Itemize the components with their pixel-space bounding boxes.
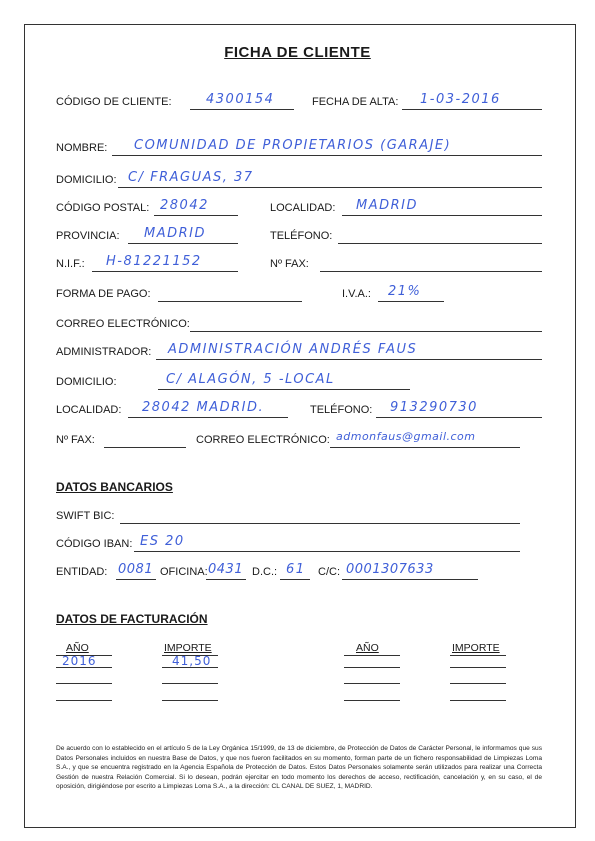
row-nombre bbox=[56, 138, 546, 160]
codigo-field[interactable] bbox=[190, 109, 294, 110]
row-iban bbox=[56, 534, 546, 556]
fecha-label: FECHA DE ALTA: bbox=[312, 96, 399, 108]
ano-1-row1-line[interactable] bbox=[56, 667, 112, 668]
swift-field[interactable] bbox=[120, 523, 520, 524]
importe-1-row2-line[interactable] bbox=[162, 683, 218, 684]
col-ano-2: AÑO bbox=[356, 642, 379, 654]
ano-1-row2-line[interactable] bbox=[56, 683, 112, 684]
row-admin-domicilio bbox=[56, 372, 546, 394]
correo-label: CORREO ELECTRÓNICO: bbox=[56, 318, 190, 330]
row-administrador bbox=[56, 342, 546, 364]
nombre-field[interactable] bbox=[112, 155, 542, 156]
admin-fax-label: Nº FAX: bbox=[56, 434, 95, 446]
datos-bancarios-heading: DATOS BANCARIOS bbox=[56, 480, 173, 494]
administrador-field[interactable] bbox=[156, 359, 542, 360]
oficina-field[interactable] bbox=[206, 579, 246, 580]
ano-2-header-line bbox=[344, 655, 400, 656]
entidad-label: ENTIDAD: bbox=[56, 566, 108, 578]
swift-label: SWIFT BIC: bbox=[56, 510, 115, 522]
iban-label: CÓDIGO IBAN: bbox=[56, 538, 133, 550]
legal-notice: De acuerdo con lo establecido en el artículo 5 de la Ley Orgánica 15/1999, de 13 de diciembre, de Protección de Datos de Carácter Personal, le informamos que sus Datos Personales incluidos en nuestra Base de Datos, y que nos fueron facilitados en su momento, forman parte de un fichero responsabilidad de Limpiezas Loma S.A., y que se encuentra registrado en la Agencia Española de Protección de Datos. Estos Datos Personales solamente serán utilizados para realizar una Correcta Gestión de nuestra Relación Comercial. Si lo desean, podrán ejercitar en todo momento los derechos de acceso, rectificación, cancelación y, en su caso, el de oposición, dirigiéndose por escrito a Limpiezas Loma S.A., a la dirección: CL CANAL DE SUEZ, 1, MADRID. bbox=[56, 745, 542, 791]
admin-telefono-value: 913290730 bbox=[390, 400, 478, 415]
dc-value: 61 bbox=[286, 562, 306, 577]
nombre-value: COMUNIDAD DE PROPIETARIOS (GARAJE) bbox=[134, 138, 452, 153]
cp-field[interactable] bbox=[154, 215, 238, 216]
oficina-value: 0431 bbox=[208, 562, 244, 577]
ano-1-row3-line[interactable] bbox=[56, 700, 112, 701]
cp-label: CÓDIGO POSTAL: bbox=[56, 202, 150, 214]
fax-label: Nº FAX: bbox=[270, 258, 309, 270]
dc-label: D.C.: bbox=[252, 566, 278, 578]
row-domicilio bbox=[56, 170, 546, 192]
admin-domicilio-value: C/ ALAGÓN, 5 -LOCAL bbox=[166, 372, 335, 387]
importe-1-row1-line[interactable] bbox=[162, 667, 218, 668]
localidad-field[interactable] bbox=[342, 215, 542, 216]
administrador-value: ADMINISTRACIÓN ANDRÉS FAUS bbox=[168, 342, 418, 357]
row-cp-localidad bbox=[56, 198, 546, 220]
codigo-value: 4300154 bbox=[206, 92, 275, 107]
admin-telefono-field[interactable] bbox=[376, 417, 542, 418]
row-codigo-fecha bbox=[56, 92, 546, 114]
provincia-field[interactable] bbox=[128, 243, 238, 244]
iban-value: ES 20 bbox=[140, 534, 185, 549]
iban-field[interactable] bbox=[134, 551, 520, 552]
admin-fax-field[interactable] bbox=[104, 447, 186, 448]
row-nif-fax bbox=[56, 254, 546, 276]
pago-field[interactable] bbox=[158, 301, 302, 302]
pago-label: FORMA DE PAGO: bbox=[56, 288, 151, 300]
admin-localidad-label: LOCALIDAD: bbox=[56, 404, 122, 416]
domicilio-field[interactable] bbox=[118, 187, 542, 188]
entidad-field[interactable] bbox=[116, 579, 156, 580]
col-importe-2: IMPORTE bbox=[452, 642, 500, 654]
nif-field[interactable] bbox=[92, 271, 238, 272]
importe-2-row1-line[interactable] bbox=[450, 667, 506, 668]
fecha-value: 1-03-2016 bbox=[420, 92, 501, 107]
fecha-field[interactable] bbox=[402, 109, 542, 110]
provincia-label: PROVINCIA: bbox=[56, 230, 120, 242]
codigo-label: CÓDIGO DE CLIENTE: bbox=[56, 96, 172, 108]
localidad-value: MADRID bbox=[356, 198, 418, 213]
nif-value: H-81221152 bbox=[106, 254, 202, 269]
admin-correo-label: CORREO ELECTRÓNICO: bbox=[196, 434, 330, 446]
row1-importe-value: 41,50 bbox=[172, 654, 212, 668]
cc-value: 0001307633 bbox=[346, 562, 434, 577]
administrador-label: ADMINISTRADOR: bbox=[56, 346, 152, 358]
form-title: FICHA DE CLIENTE bbox=[224, 44, 371, 61]
telefono-field[interactable] bbox=[338, 243, 542, 244]
admin-domicilio-label: DOMICILIO: bbox=[56, 376, 117, 388]
admin-localidad-field[interactable] bbox=[128, 417, 288, 418]
admin-domicilio-field[interactable] bbox=[158, 389, 410, 390]
provincia-value: MADRID bbox=[144, 226, 206, 241]
row1-ano-value: 2016 bbox=[62, 654, 97, 668]
domicilio-value: C/ FRAGUAS, 37 bbox=[128, 170, 254, 185]
iva-value: 21% bbox=[388, 284, 422, 299]
iva-label: I.V.A.: bbox=[342, 288, 371, 300]
admin-correo-value: admonfaus@gmail.com bbox=[336, 430, 476, 443]
dc-field[interactable] bbox=[280, 579, 310, 580]
fax-field[interactable] bbox=[320, 271, 542, 272]
entidad-value: 0081 bbox=[118, 562, 154, 577]
row-admin-localidad-telefono bbox=[56, 400, 546, 422]
importe-2-row3-line[interactable] bbox=[450, 700, 506, 701]
oficina-label: OFICINA: bbox=[160, 566, 208, 578]
nombre-label: NOMBRE: bbox=[56, 142, 108, 154]
ano-2-row1-line[interactable] bbox=[344, 667, 400, 668]
iva-field[interactable] bbox=[378, 301, 444, 302]
cp-value: 28042 bbox=[160, 198, 209, 213]
importe-2-header-line bbox=[450, 655, 506, 656]
localidad-label: LOCALIDAD: bbox=[270, 202, 336, 214]
domicilio-label: DOMICILIO: bbox=[56, 174, 117, 186]
col-ano-1: AÑO bbox=[66, 642, 89, 654]
row-swift bbox=[56, 510, 546, 528]
importe-1-row3-line[interactable] bbox=[162, 700, 218, 701]
ano-2-row2-line[interactable] bbox=[344, 683, 400, 684]
ano-2-row3-line[interactable] bbox=[344, 700, 400, 701]
cc-label: C/C: bbox=[318, 566, 340, 578]
row-admin-fax-correo bbox=[56, 430, 546, 452]
col-importe-1: IMPORTE bbox=[164, 642, 212, 654]
cc-field[interactable] bbox=[342, 579, 478, 580]
admin-localidad-value: 28042 MADRID. bbox=[142, 400, 265, 415]
row-pago-iva bbox=[56, 284, 546, 306]
admin-telefono-label: TELÉFONO: bbox=[310, 404, 373, 416]
row-correo bbox=[56, 318, 546, 336]
nif-label: N.I.F.: bbox=[56, 258, 85, 270]
datos-facturacion-heading: DATOS DE FACTURACIÓN bbox=[56, 612, 208, 626]
correo-field[interactable] bbox=[190, 331, 542, 332]
row-provincia-telefono bbox=[56, 226, 546, 248]
telefono-label: TELÉFONO: bbox=[270, 230, 333, 242]
admin-correo-field[interactable] bbox=[330, 447, 520, 448]
importe-2-row2-line[interactable] bbox=[450, 683, 506, 684]
row-entidad bbox=[56, 562, 546, 584]
